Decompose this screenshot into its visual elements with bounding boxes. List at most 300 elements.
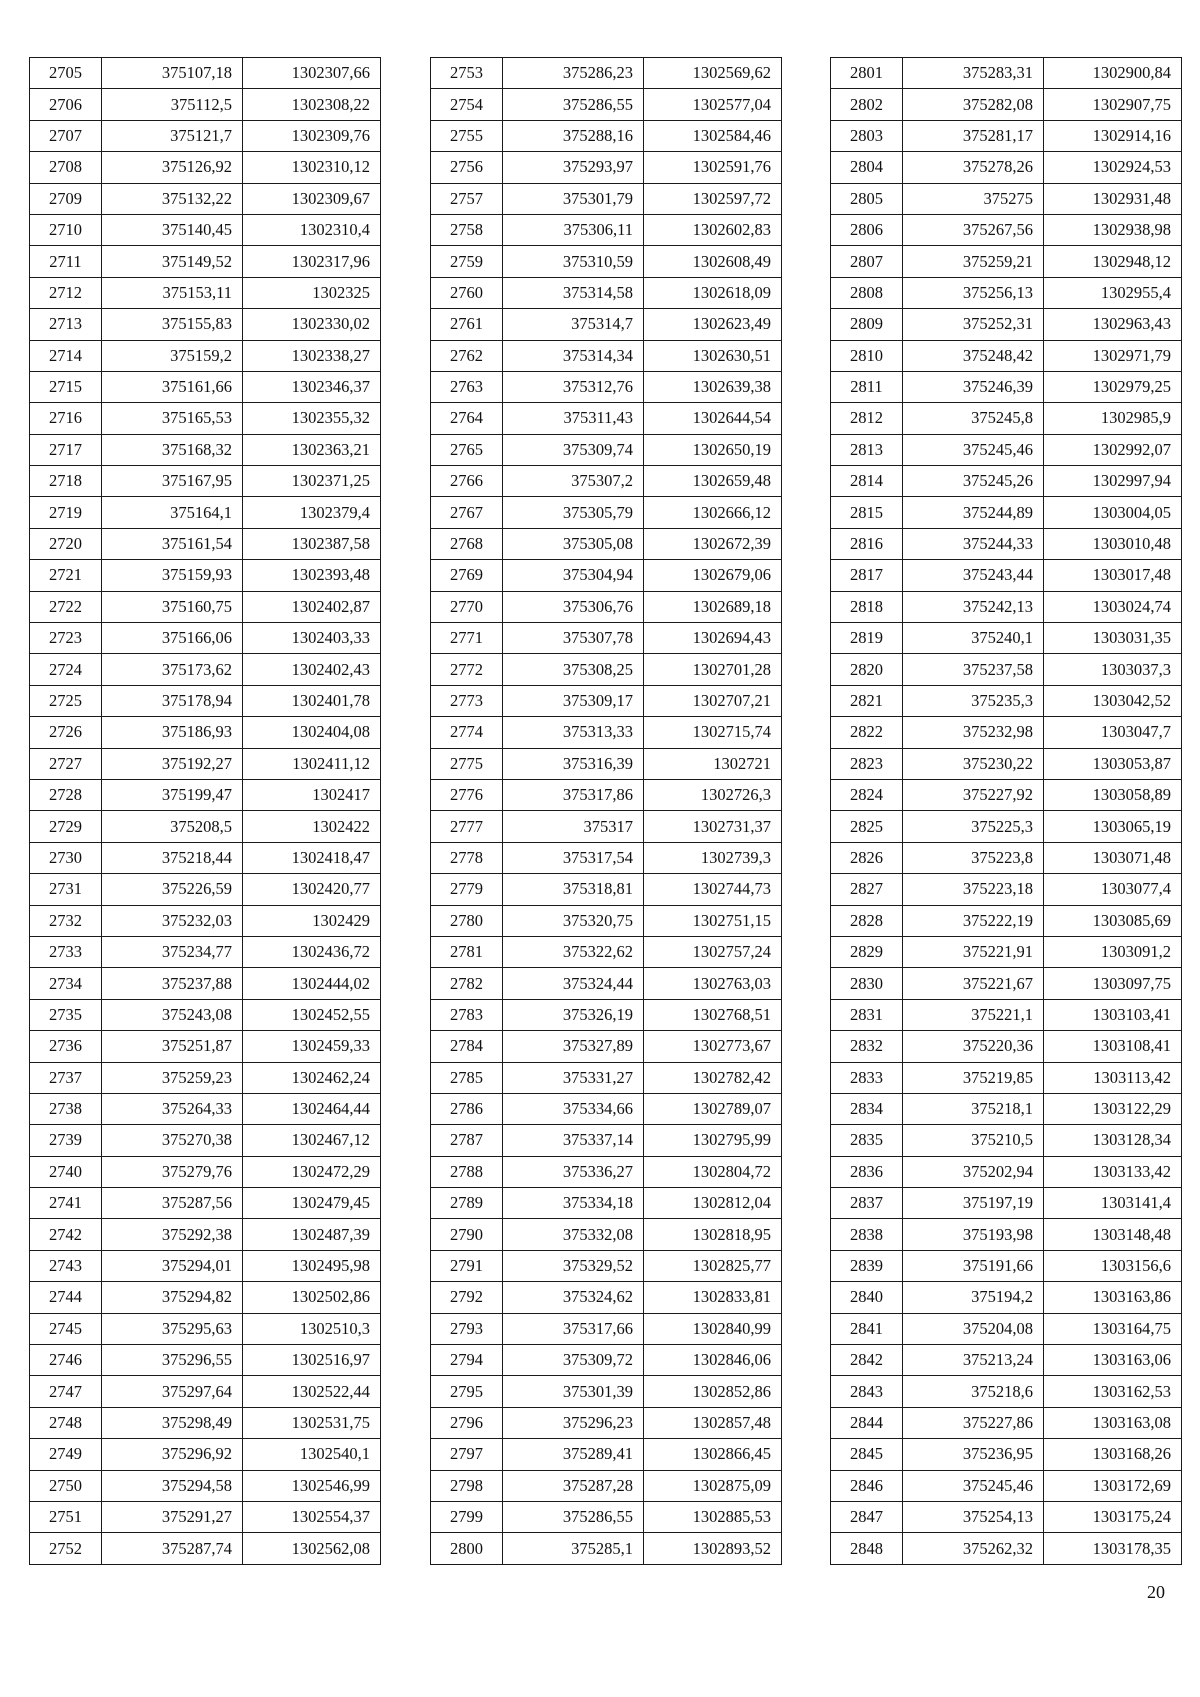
point-number-cell: 2762 xyxy=(431,340,503,371)
table-row xyxy=(30,1156,381,1187)
table-row xyxy=(30,1501,381,1532)
point-number-cell: 2735 xyxy=(30,999,102,1030)
point-number-cell: 2846 xyxy=(831,1470,903,1501)
coordinate-x-cell: 375294,58 xyxy=(102,1470,243,1501)
point-number-cell: 2710 xyxy=(30,214,102,245)
coordinate-y-cell: 1303065,19 xyxy=(1044,811,1182,842)
point-number-cell: 2826 xyxy=(831,842,903,873)
point-number-cell: 2844 xyxy=(831,1407,903,1438)
table-row xyxy=(431,183,782,214)
coordinate-x-cell: 375126,92 xyxy=(102,152,243,183)
point-number-cell: 2782 xyxy=(431,968,503,999)
point-number-cell: 2720 xyxy=(30,528,102,559)
table-row xyxy=(30,371,381,402)
point-number-cell: 2822 xyxy=(831,717,903,748)
coordinate-x-cell: 375298,49 xyxy=(102,1407,243,1438)
table-row xyxy=(30,58,381,89)
point-number-cell: 2715 xyxy=(30,371,102,402)
table-row xyxy=(30,591,381,622)
table-row xyxy=(30,497,381,528)
coordinate-y-cell: 1303163,06 xyxy=(1044,1345,1182,1376)
coordinate-x-cell: 375286,23 xyxy=(503,58,644,89)
coordinate-y-cell: 1302900,84 xyxy=(1044,58,1182,89)
table-row xyxy=(431,1188,782,1219)
point-number-cell: 2803 xyxy=(831,120,903,151)
point-number-cell: 2777 xyxy=(431,811,503,842)
coordinate-y-cell: 1302726,3 xyxy=(644,779,782,810)
coordinate-x-cell: 375225,3 xyxy=(903,811,1044,842)
coordinate-y-cell: 1302429 xyxy=(243,905,381,936)
coordinate-x-cell: 375223,18 xyxy=(903,874,1044,905)
coordinate-y-cell: 1302325 xyxy=(243,277,381,308)
coordinate-x-cell: 375307,2 xyxy=(503,466,644,497)
coordinate-x-cell: 375310,59 xyxy=(503,246,644,277)
table-row xyxy=(30,748,381,779)
point-number-cell: 2828 xyxy=(831,905,903,936)
coordinate-y-cell: 1302522,44 xyxy=(243,1376,381,1407)
coordinate-y-cell: 1302608,49 xyxy=(644,246,782,277)
coordinate-y-cell: 1302417 xyxy=(243,779,381,810)
point-number-cell: 2705 xyxy=(30,58,102,89)
coordinate-y-cell: 1302338,27 xyxy=(243,340,381,371)
coordinate-x-cell: 375317,54 xyxy=(503,842,644,873)
point-number-cell: 2791 xyxy=(431,1250,503,1281)
table-row xyxy=(831,1125,1182,1156)
table-row xyxy=(431,528,782,559)
table-row xyxy=(831,1313,1182,1344)
point-number-cell: 2840 xyxy=(831,1282,903,1313)
coordinate-x-cell: 375252,31 xyxy=(903,309,1044,340)
coordinate-x-cell: 375282,08 xyxy=(903,89,1044,120)
coordinate-y-cell: 1303163,86 xyxy=(1044,1282,1182,1313)
coordinate-y-cell: 1302679,06 xyxy=(644,560,782,591)
coordinate-x-cell: 375234,77 xyxy=(102,936,243,967)
coordinate-y-cell: 1303103,41 xyxy=(1044,999,1182,1030)
table-row xyxy=(30,120,381,151)
point-number-cell: 2823 xyxy=(831,748,903,779)
coordinate-y-cell: 1302309,76 xyxy=(243,120,381,151)
point-number-cell: 2783 xyxy=(431,999,503,1030)
point-number-cell: 2781 xyxy=(431,936,503,967)
point-number-cell: 2739 xyxy=(30,1125,102,1156)
coordinate-x-cell: 375243,08 xyxy=(102,999,243,1030)
table-row xyxy=(30,1031,381,1062)
coordinate-table-3 xyxy=(830,57,1182,1565)
coordinate-y-cell: 1302464,44 xyxy=(243,1093,381,1124)
coordinate-y-cell: 1302402,43 xyxy=(243,654,381,685)
coordinate-x-cell: 375186,93 xyxy=(102,717,243,748)
coordinate-y-cell: 1302715,74 xyxy=(644,717,782,748)
coordinate-x-cell: 375296,92 xyxy=(102,1439,243,1470)
coordinate-x-cell: 375326,19 xyxy=(503,999,644,1030)
coordinate-y-cell: 1303024,74 xyxy=(1044,591,1182,622)
point-number-cell: 2769 xyxy=(431,560,503,591)
table-row xyxy=(831,905,1182,936)
coordinate-y-cell: 1303162,53 xyxy=(1044,1376,1182,1407)
coordinate-x-cell: 375256,13 xyxy=(903,277,1044,308)
table-row xyxy=(831,1407,1182,1438)
coordinate-y-cell: 1302739,3 xyxy=(644,842,782,873)
table-row xyxy=(431,591,782,622)
table-row xyxy=(431,748,782,779)
coordinate-y-cell: 1303108,41 xyxy=(1044,1031,1182,1062)
point-number-cell: 2834 xyxy=(831,1093,903,1124)
table-row xyxy=(831,811,1182,842)
point-number-cell: 2767 xyxy=(431,497,503,528)
coordinate-x-cell: 375191,66 xyxy=(903,1250,1044,1281)
point-number-cell: 2741 xyxy=(30,1188,102,1219)
coordinate-y-cell: 1302907,75 xyxy=(1044,89,1182,120)
coordinate-x-cell: 375294,82 xyxy=(102,1282,243,1313)
point-number-cell: 2785 xyxy=(431,1062,503,1093)
point-number-cell: 2835 xyxy=(831,1125,903,1156)
coordinate-y-cell: 1302875,09 xyxy=(644,1470,782,1501)
table-row xyxy=(431,497,782,528)
table-row xyxy=(831,874,1182,905)
table-row xyxy=(831,1188,1182,1219)
table-row xyxy=(30,842,381,873)
coordinate-x-cell: 375232,98 xyxy=(903,717,1044,748)
coordinate-x-cell: 375309,74 xyxy=(503,434,644,465)
table-row xyxy=(831,1282,1182,1313)
point-number-cell: 2717 xyxy=(30,434,102,465)
coordinate-y-cell: 1302721 xyxy=(644,748,782,779)
point-number-cell: 2780 xyxy=(431,905,503,936)
point-number-cell: 2744 xyxy=(30,1282,102,1313)
table-row xyxy=(831,842,1182,873)
coordinate-x-cell: 375230,22 xyxy=(903,748,1044,779)
table-row xyxy=(431,685,782,716)
coordinate-x-cell: 375314,58 xyxy=(503,277,644,308)
table-row xyxy=(831,623,1182,654)
table-row xyxy=(431,654,782,685)
point-number-cell: 2825 xyxy=(831,811,903,842)
coordinate-x-cell: 375317,86 xyxy=(503,779,644,810)
coordinate-x-cell: 375221,91 xyxy=(903,936,1044,967)
point-number-cell: 2845 xyxy=(831,1439,903,1470)
coordinate-y-cell: 1302885,53 xyxy=(644,1501,782,1532)
table-row xyxy=(431,1062,782,1093)
table-row xyxy=(30,89,381,120)
coordinate-y-cell: 1302992,07 xyxy=(1044,434,1182,465)
point-number-cell: 2842 xyxy=(831,1345,903,1376)
coordinate-y-cell: 1303172,69 xyxy=(1044,1470,1182,1501)
table-row xyxy=(831,183,1182,214)
point-number-cell: 2732 xyxy=(30,905,102,936)
coordinate-y-cell: 1302833,81 xyxy=(644,1282,782,1313)
coordinate-x-cell: 375254,13 xyxy=(903,1501,1044,1532)
point-number-cell: 2802 xyxy=(831,89,903,120)
coordinate-x-cell: 375309,72 xyxy=(503,1345,644,1376)
coordinate-x-cell: 375307,78 xyxy=(503,623,644,654)
coordinate-y-cell: 1303071,48 xyxy=(1044,842,1182,873)
coordinate-y-cell: 1302846,06 xyxy=(644,1345,782,1376)
coordinate-x-cell: 375246,39 xyxy=(903,371,1044,402)
coordinate-x-cell: 375227,92 xyxy=(903,779,1044,810)
table-row xyxy=(30,152,381,183)
coordinate-x-cell: 375334,18 xyxy=(503,1188,644,1219)
coordinate-y-cell: 1302757,24 xyxy=(644,936,782,967)
coordinate-y-cell: 1302462,24 xyxy=(243,1062,381,1093)
table-row xyxy=(30,1188,381,1219)
coordinate-x-cell: 375245,46 xyxy=(903,1470,1044,1501)
table-row xyxy=(831,434,1182,465)
point-number-cell: 2824 xyxy=(831,779,903,810)
coordinate-y-cell: 1302963,43 xyxy=(1044,309,1182,340)
coordinate-x-cell: 375286,55 xyxy=(503,1501,644,1532)
coordinate-x-cell: 375306,76 xyxy=(503,591,644,622)
coordinate-y-cell: 1302768,51 xyxy=(644,999,782,1030)
coordinate-y-cell: 1302602,83 xyxy=(644,214,782,245)
point-number-cell: 2833 xyxy=(831,1062,903,1093)
point-number-cell: 2758 xyxy=(431,214,503,245)
table-row xyxy=(431,1533,782,1564)
coordinate-y-cell: 1302644,54 xyxy=(644,403,782,434)
coordinate-x-cell: 375324,62 xyxy=(503,1282,644,1313)
table-row xyxy=(831,1376,1182,1407)
point-number-cell: 2798 xyxy=(431,1470,503,1501)
coordinate-x-cell: 375324,44 xyxy=(503,968,644,999)
table-row xyxy=(431,1219,782,1250)
table-row xyxy=(831,654,1182,685)
coordinate-x-cell: 375159,2 xyxy=(102,340,243,371)
point-number-cell: 2706 xyxy=(30,89,102,120)
point-number-cell: 2795 xyxy=(431,1376,503,1407)
page-number: 20 xyxy=(1147,1582,1165,1602)
table-row xyxy=(431,1031,782,1062)
point-number-cell: 2836 xyxy=(831,1156,903,1187)
table-row xyxy=(431,717,782,748)
table-row xyxy=(30,1125,381,1156)
coordinate-x-cell: 375286,55 xyxy=(503,89,644,120)
coordinate-y-cell: 1303128,34 xyxy=(1044,1125,1182,1156)
point-number-cell: 2768 xyxy=(431,528,503,559)
table-row xyxy=(831,1062,1182,1093)
table-row xyxy=(30,1376,381,1407)
coordinate-y-cell: 1302363,21 xyxy=(243,434,381,465)
coordinate-x-cell: 375336,27 xyxy=(503,1156,644,1187)
coordinate-y-cell: 1302618,09 xyxy=(644,277,782,308)
coordinate-x-cell: 375218,6 xyxy=(903,1376,1044,1407)
coordinate-y-cell: 1302569,62 xyxy=(644,58,782,89)
table-row xyxy=(831,403,1182,434)
coordinate-x-cell: 375259,21 xyxy=(903,246,1044,277)
coordinate-y-cell: 1302371,25 xyxy=(243,466,381,497)
table-row xyxy=(831,968,1182,999)
table-row xyxy=(431,277,782,308)
coordinate-y-cell: 1302540,1 xyxy=(243,1439,381,1470)
point-number-cell: 2754 xyxy=(431,89,503,120)
coordinate-x-cell: 375165,53 xyxy=(102,403,243,434)
coordinate-y-cell: 1302402,87 xyxy=(243,591,381,622)
table-row xyxy=(431,340,782,371)
table-row xyxy=(431,1093,782,1124)
coordinate-y-cell: 1302866,45 xyxy=(644,1439,782,1470)
coordinate-x-cell: 375267,56 xyxy=(903,214,1044,245)
coordinate-y-cell: 1302404,08 xyxy=(243,717,381,748)
table-row xyxy=(831,120,1182,151)
table-row xyxy=(431,1156,782,1187)
coordinate-y-cell: 1302701,28 xyxy=(644,654,782,685)
coordinate-y-cell: 1302403,33 xyxy=(243,623,381,654)
coordinate-y-cell: 1302355,32 xyxy=(243,403,381,434)
table-row xyxy=(431,58,782,89)
coordinate-y-cell: 1302310,4 xyxy=(243,214,381,245)
coordinate-x-cell: 375287,74 xyxy=(102,1533,243,1564)
coordinate-y-cell: 1303175,24 xyxy=(1044,1501,1182,1532)
point-number-cell: 2773 xyxy=(431,685,503,716)
coordinate-y-cell: 1303133,42 xyxy=(1044,1156,1182,1187)
coordinate-x-cell: 375220,36 xyxy=(903,1031,1044,1062)
point-number-cell: 2831 xyxy=(831,999,903,1030)
coordinate-x-cell: 375288,16 xyxy=(503,120,644,151)
coordinate-y-cell: 1302308,22 xyxy=(243,89,381,120)
coordinate-x-cell: 375222,19 xyxy=(903,905,1044,936)
table-row xyxy=(431,842,782,873)
point-number-cell: 2793 xyxy=(431,1313,503,1344)
table-row xyxy=(431,309,782,340)
point-number-cell: 2766 xyxy=(431,466,503,497)
point-number-cell: 2815 xyxy=(831,497,903,528)
coordinate-x-cell: 375232,03 xyxy=(102,905,243,936)
coordinate-y-cell: 1302852,86 xyxy=(644,1376,782,1407)
table-row xyxy=(831,1250,1182,1281)
coordinate-x-cell: 375327,89 xyxy=(503,1031,644,1062)
coordinate-y-cell: 1303156,6 xyxy=(1044,1250,1182,1281)
coordinate-x-cell: 375237,88 xyxy=(102,968,243,999)
point-number-cell: 2775 xyxy=(431,748,503,779)
coordinate-x-cell: 375317,66 xyxy=(503,1313,644,1344)
point-number-cell: 2737 xyxy=(30,1062,102,1093)
table-row xyxy=(431,968,782,999)
coordinate-table-1 xyxy=(29,57,381,1565)
point-number-cell: 2788 xyxy=(431,1156,503,1187)
table-row xyxy=(30,936,381,967)
point-number-cell: 2832 xyxy=(831,1031,903,1062)
coordinate-y-cell: 1302317,96 xyxy=(243,246,381,277)
coordinate-y-cell: 1302825,77 xyxy=(644,1250,782,1281)
point-number-cell: 2722 xyxy=(30,591,102,622)
coordinate-x-cell: 375322,62 xyxy=(503,936,644,967)
coordinate-x-cell: 375289,41 xyxy=(503,1439,644,1470)
coordinate-x-cell: 375173,62 xyxy=(102,654,243,685)
coordinate-x-cell: 375168,32 xyxy=(102,434,243,465)
point-number-cell: 2729 xyxy=(30,811,102,842)
point-number-cell: 2727 xyxy=(30,748,102,779)
coordinate-x-cell: 375262,32 xyxy=(903,1533,1044,1564)
coordinate-x-cell: 375295,63 xyxy=(102,1313,243,1344)
point-number-cell: 2759 xyxy=(431,246,503,277)
point-number-cell: 2810 xyxy=(831,340,903,371)
point-number-cell: 2848 xyxy=(831,1533,903,1564)
table-row xyxy=(431,1470,782,1501)
coordinate-x-cell: 375244,89 xyxy=(903,497,1044,528)
coordinate-x-cell: 375226,59 xyxy=(102,874,243,905)
table-row xyxy=(431,1407,782,1438)
coordinate-x-cell: 375248,42 xyxy=(903,340,1044,371)
table-row xyxy=(30,214,381,245)
coordinate-x-cell: 375337,14 xyxy=(503,1125,644,1156)
coordinate-y-cell: 1302630,51 xyxy=(644,340,782,371)
coordinate-x-cell: 375167,95 xyxy=(102,466,243,497)
coordinate-x-cell: 375155,83 xyxy=(102,309,243,340)
table-row xyxy=(431,874,782,905)
coordinate-y-cell: 1302346,37 xyxy=(243,371,381,402)
point-number-cell: 2753 xyxy=(431,58,503,89)
coordinate-x-cell: 375112,5 xyxy=(102,89,243,120)
point-number-cell: 2837 xyxy=(831,1188,903,1219)
point-number-cell: 2736 xyxy=(30,1031,102,1062)
table-row xyxy=(431,1376,782,1407)
coordinate-x-cell: 375332,08 xyxy=(503,1219,644,1250)
point-number-cell: 2724 xyxy=(30,654,102,685)
coordinate-y-cell: 1302689,18 xyxy=(644,591,782,622)
coordinate-x-cell: 375285,1 xyxy=(503,1533,644,1564)
coordinate-x-cell: 375244,33 xyxy=(903,528,1044,559)
coordinate-x-cell: 375202,94 xyxy=(903,1156,1044,1187)
table-row xyxy=(431,214,782,245)
point-number-cell: 2818 xyxy=(831,591,903,622)
coordinate-x-cell: 375197,19 xyxy=(903,1188,1044,1219)
coordinate-y-cell: 1302420,77 xyxy=(243,874,381,905)
coordinate-x-cell: 375178,94 xyxy=(102,685,243,716)
point-number-cell: 2709 xyxy=(30,183,102,214)
coordinate-x-cell: 375259,23 xyxy=(102,1062,243,1093)
coordinate-x-cell: 375213,24 xyxy=(903,1345,1044,1376)
coordinate-y-cell: 1302307,66 xyxy=(243,58,381,89)
coordinate-y-cell: 1302444,02 xyxy=(243,968,381,999)
point-number-cell: 2718 xyxy=(30,466,102,497)
table-row xyxy=(30,1313,381,1344)
coordinate-x-cell: 375301,79 xyxy=(503,183,644,214)
table-row xyxy=(831,246,1182,277)
coordinate-x-cell: 375305,79 xyxy=(503,497,644,528)
coordinate-x-cell: 375296,23 xyxy=(503,1407,644,1438)
table-row xyxy=(831,1093,1182,1124)
point-number-cell: 2816 xyxy=(831,528,903,559)
point-number-cell: 2733 xyxy=(30,936,102,967)
table-row xyxy=(831,1439,1182,1470)
coordinate-y-cell: 1303141,4 xyxy=(1044,1188,1182,1219)
point-number-cell: 2800 xyxy=(431,1533,503,1564)
coordinate-y-cell: 1302914,16 xyxy=(1044,120,1182,151)
coordinate-x-cell: 375219,85 xyxy=(903,1062,1044,1093)
point-number-cell: 2725 xyxy=(30,685,102,716)
point-number-cell: 2774 xyxy=(431,717,503,748)
point-number-cell: 2789 xyxy=(431,1188,503,1219)
coordinate-y-cell: 1302955,4 xyxy=(1044,277,1182,308)
point-number-cell: 2792 xyxy=(431,1282,503,1313)
coordinate-x-cell: 375334,66 xyxy=(503,1093,644,1124)
coordinate-x-cell: 375223,8 xyxy=(903,842,1044,873)
point-number-cell: 2843 xyxy=(831,1376,903,1407)
coordinate-x-cell: 375245,26 xyxy=(903,466,1044,497)
coordinate-x-cell: 375292,38 xyxy=(102,1219,243,1250)
table-row xyxy=(831,685,1182,716)
coordinate-x-cell: 375306,11 xyxy=(503,214,644,245)
point-number-cell: 2771 xyxy=(431,623,503,654)
table-row xyxy=(431,1501,782,1532)
table-row xyxy=(30,1093,381,1124)
point-number-cell: 2751 xyxy=(30,1501,102,1532)
coordinate-x-cell: 375275 xyxy=(903,183,1044,214)
coordinate-y-cell: 1303053,87 xyxy=(1044,748,1182,779)
point-number-cell: 2730 xyxy=(30,842,102,873)
coordinate-y-cell: 1303085,69 xyxy=(1044,905,1182,936)
coordinate-x-cell: 375287,56 xyxy=(102,1188,243,1219)
coordinate-x-cell: 375251,87 xyxy=(102,1031,243,1062)
coordinate-x-cell: 375311,43 xyxy=(503,403,644,434)
